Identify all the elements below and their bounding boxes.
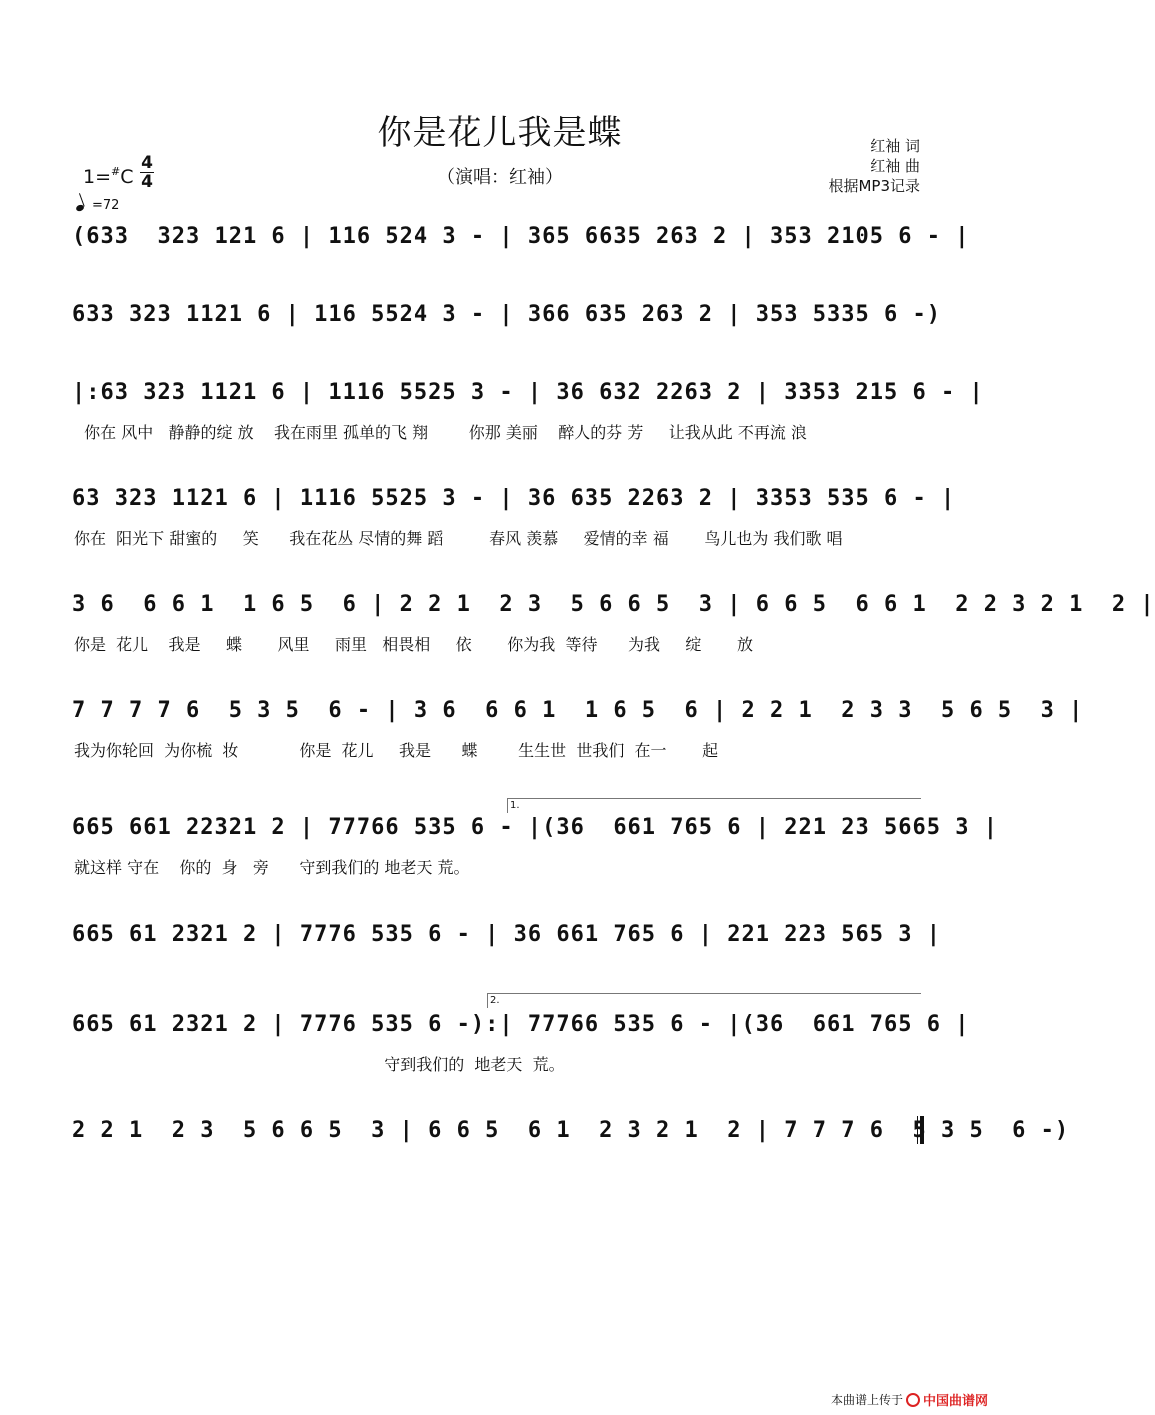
notation-row-10: 2 2 1 2 3 5 6 6 5 3 | 6 6 5 6 1 2 3 2 1 2 | 7 7 7 6 5 3 5 6 -) [72,1118,1070,1143]
lyrics-row-5: 你是 花儿 我是 蝶 风里 雨里 相畏相 依 你为我 等待 为我 绽 放 [74,635,753,654]
lyrics-row-7: 就这样 守在 你的 身 旁 守到我们的 地老天 荒。 [74,858,470,877]
transcription-credit: 根据MP3记录 [828,177,920,195]
notation-row-6: 7 7 7 7 6 5 3 5 6 - | 3 6 6 6 1 1 6 5 6 | 2 2 1 2 3 3 5 6 5 3 | [72,698,1084,723]
lyrics-row-3: 你在 风中 静静的绽 放 我在雨里 孤单的飞 翔 你那 美丽 醉人的芬 芳 让我从此 不再流 浪 [74,423,807,442]
lyricist-credit: 红袖 词 [870,137,920,155]
notation-row-5: 3 6 6 6 1 1 6 5 6 | 2 2 1 2 3 5 6 6 5 3 | 6 6 5 6 6 1 2 2 3 2 1 2 | [72,592,1155,617]
notation-row-2: 633 323 1121 6 | 116 5524 3 - | 366 635 263 2 | 353 5335 6 -) [72,302,941,327]
time-signature [139,154,155,191]
volta-bracket-1 [507,798,921,813]
volta-bracket-2 [487,993,921,1008]
notation-row-7: 665 661 22321 2 | 77766 535 6 - |(36 661 765 6 | 221 23 5665 3 | [72,815,998,840]
notation-row-3: |:63 323 1121 6 | 1116 5525 3 - | 36 632 2263 2 | 3353 215 6 - | [72,380,984,405]
quarter-note-icon [75,204,85,212]
lyrics-row-9: 守到我们的 地老天 荒。 [74,1055,565,1074]
key-note: C [120,166,134,188]
tempo-marking [76,198,119,213]
notation-row-8: 665 61 2321 2 | 7776 535 6 - | 36 661 765 6 | 221 223 565 3 | [72,922,941,947]
volta-label-2: 2. [490,995,500,1006]
key-prefix: 1= [83,166,112,188]
footer-site-name[interactable]: 中国曲谱网 [922,1394,988,1409]
sharp-sign: # [111,165,121,178]
lyrics-row-4: 你在 阳光下 甜蜜的 笑 我在花丛 尽情的舞 蹈 春风 羡慕 爱情的幸 福 鸟儿也为 我们歌 唱 [74,529,843,548]
composer-credit: 红袖 曲 [870,157,920,175]
time-signature-top: 4 [141,153,153,173]
key-signature [83,165,134,188]
tempo-value: =72 [92,198,120,213]
volta-label-1: 1. [510,800,520,811]
time-signature-bottom: 4 [141,172,153,192]
notation-row-9: 665 61 2321 2 | 7776 535 6 -):| 77766 535 6 - |(36 661 765 6 | [72,1012,970,1037]
notation-row-1: (633 323 121 6 | 116 524 3 - | 365 6635 263 2 | 353 2105 6 - | [72,224,970,249]
lyrics-row-6: 我为你轮回 为你梳 妆 你是 花儿 我是 蝶 生生世 世我们 在一 起 [74,741,719,760]
site-logo-icon [906,1393,920,1407]
footer-text: 本曲谱上传于 [830,1393,903,1407]
footer [831,1390,988,1409]
final-barline [917,1116,924,1144]
song-title: 你是花儿我是蝶 [377,113,623,153]
singer-line: （演唱：红袖） [437,167,563,188]
notation-row-4: 63 323 1121 6 | 1116 5525 3 - | 36 635 2263 2 | 3353 535 6 - | [72,486,956,511]
